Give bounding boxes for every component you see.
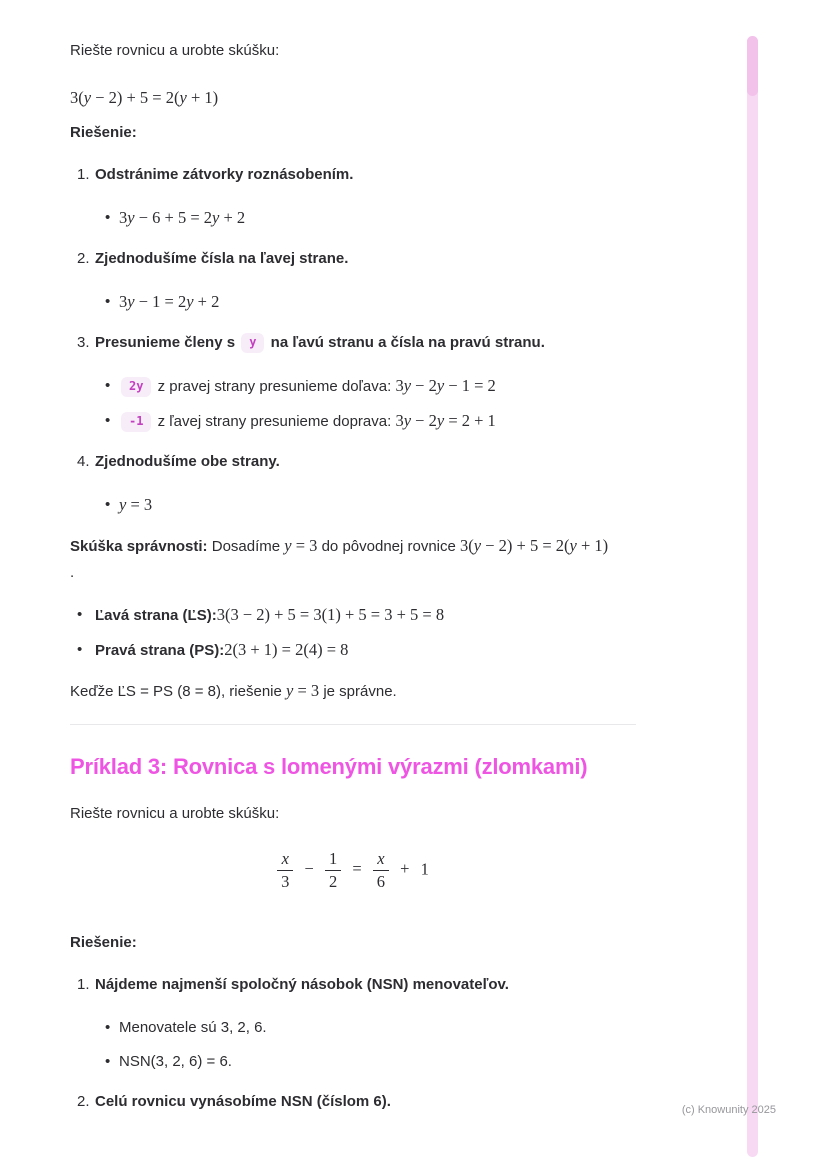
copyright-footer: (c) Knowunity 2025 [681,1104,776,1116]
bullet-list [70,207,636,230]
list-item [70,1017,636,1039]
step-title: Presunieme členy s [95,334,236,351]
exercise-prompt: Riešte rovnicu a urobte skúšku: [70,42,280,59]
operator-equals: = [352,859,362,879]
fraction [277,850,293,891]
math-expression: 3y − 2y = 2 + 1 [395,411,496,430]
conclusion-text: Keďže ĽS = PS (8 = 8), riešenie [70,683,282,700]
solution-label: Riešenie: [70,124,137,141]
fraction-numerator: 1 [328,849,338,868]
section-divider [70,724,636,725]
bullet-text: z pravej strany presunieme doľava: [157,378,392,395]
step-1 [70,164,636,186]
step-3 [70,332,636,354]
wrapped-period: . [70,564,75,581]
fraction-denominator: 3 [277,870,293,891]
step-1 [70,974,636,996]
inline-code-badge: 2y [121,377,151,397]
bullet-text: z ľavej strany presunieme doprava: [157,413,392,430]
step-title: Nájdeme najmenší spoločný násobok (NSN) menovateľov. [95,976,509,993]
math-expression: 3(y − 2) + 5 = 2(y + 1) [460,536,609,555]
list-item [70,494,636,517]
step-number: 1. [77,166,90,183]
fraction [325,850,341,891]
operator-minus: − [304,859,314,879]
fraction [373,850,389,891]
operator-plus: + [400,859,410,879]
list-item [70,639,636,662]
math-expression: 3y − 1 = 2y + 2 [119,292,220,311]
math-expression: y = 3 [284,536,318,555]
check-label: Skúška správnosti: [70,538,208,555]
math-expression: 3y − 2y − 1 = 2 [395,376,496,395]
math-expression: y = 3 [119,495,153,514]
inline-code-badge: y [241,333,264,353]
list-item [70,207,636,230]
bullet-list [70,375,636,433]
bullet-text: Menovatele sú 3, 2, 6. [119,1019,267,1036]
list-item [70,1051,636,1073]
bullet-list [70,604,636,662]
step-title: Zjednodušíme obe strany. [95,453,280,470]
step-title: Odstránime zátvorky roznásobením. [95,166,354,183]
check-text: do pôvodnej rovnice [321,538,456,555]
math-expression: 3y − 6 + 5 = 2y + 2 [119,208,246,227]
list-item [70,291,636,314]
check-paragraph [70,535,636,558]
step-number: 2. [77,250,90,267]
step-2 [70,1091,636,1113]
step-title: Celú rovnicu vynásobíme NSN (číslom 6). [95,1093,391,1110]
equation-constant: 1 [420,859,429,879]
check-text: Dosadíme [211,538,281,555]
fraction-equation [70,850,636,891]
exercise-prompt: Riešte rovnicu a urobte skúšku: [70,805,280,822]
bullet-list [70,1017,636,1073]
fraction-denominator: 6 [373,870,389,891]
step-2 [70,248,636,270]
step-title: na ľavú stranu a čísla na pravú stranu. [270,334,545,351]
list-item [70,604,636,627]
bullet-list [70,494,636,517]
list-item [70,375,636,398]
side-label: Pravá strana (PS): [95,642,225,659]
math-expression: y = 3 [286,681,320,700]
step-number: 3. [77,334,90,351]
scrollbar-track[interactable] [747,36,758,1157]
step-title: Zjednodušíme čísla na ľavej strane. [95,250,349,267]
inline-code-badge: -1 [121,412,151,432]
fraction-numerator: x [281,849,289,868]
fraction-denominator: 2 [325,870,341,891]
side-label: Ľavá strana (ĽS): [95,607,217,624]
fraction-numerator: x [377,849,385,868]
conclusion-paragraph [70,680,636,703]
section-heading: Príklad 3: Rovnica s lomenými výrazmi (zlomkami) [70,754,588,779]
conclusion-text: je správne. [323,683,397,700]
list-item [70,410,636,433]
equation-inline: 3(y − 2) + 5 = 2(y + 1) [70,88,219,107]
step-number: 4. [77,453,90,470]
step-number: 2. [77,1093,90,1110]
scrollbar-thumb[interactable] [747,36,758,96]
bullet-list [70,291,636,314]
step-4 [70,451,636,473]
math-expression: 3(3 − 2) + 5 = 3(1) + 5 = 3 + 5 = 8 [216,605,445,624]
solution-label: Riešenie: [70,934,137,951]
bullet-text: NSN(3, 2, 6) = 6. [119,1053,232,1070]
step-number: 1. [77,976,90,993]
math-expression: 2(3 + 1) = 2(4) = 8 [224,640,349,659]
